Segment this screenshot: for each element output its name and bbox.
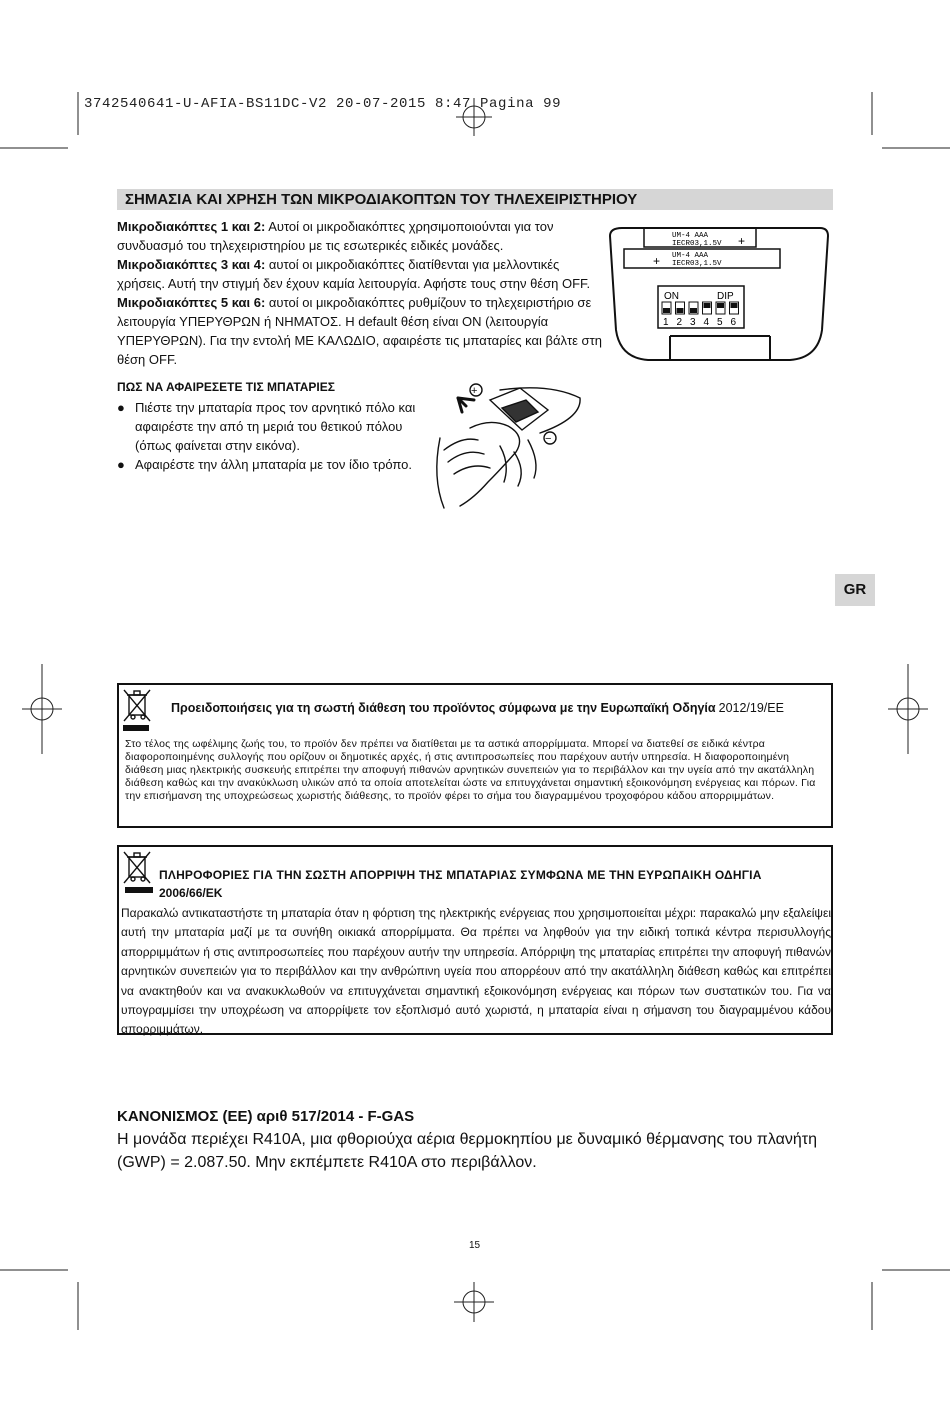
battery-1-type: UM-4 AAA [672, 232, 709, 240]
battery-2-spec: IECR03,1.5V [672, 260, 722, 268]
weee-directive: 2012/19/ΕΕ [718, 701, 784, 715]
dip-on-label: ON [664, 291, 679, 302]
black-bar-mark [123, 725, 149, 731]
weee-title [171, 701, 784, 715]
crossed-bin-icon [121, 849, 153, 887]
switches-1-2-text: Αυτοί οι μικροδιακόπτες χρησιμοποιούνται για τον συνδυασμό του τηλεχειριστηρίου με τις εσωτερικές ειδικές μονάδες. [117, 219, 554, 253]
list-item [117, 398, 427, 455]
bullet-icon: ● [117, 400, 125, 415]
battery-2-plus: + [653, 254, 661, 268]
language-tab: GR [835, 574, 875, 606]
dip-number-4: 4 [703, 317, 710, 328]
switches-1-2-label: Μικροδιακόπτες 1 και 2: [117, 219, 266, 234]
dip-number-2: 2 [676, 317, 683, 328]
dip-switch-block [658, 286, 744, 328]
battery-disposal-box [117, 845, 833, 1035]
switches-3-4-text: αυτοί οι μικροδιακόπτες διατίθενται για μελλοντικές χρήσεις. Αυτή την στιγμή δεν έχουν καμία λειτουργία. Αφήστε τους στην θέση OFF. [117, 257, 591, 291]
battery-removal-illustration [430, 378, 590, 510]
battery-removal-title: ΠΩΣ ΝΑ ΑΦΑΙΡΕΣΕΤΕ ΤΙΣ ΜΠΑΤΑΡΙΕΣ [117, 380, 335, 394]
dip-switch-knob-3 [690, 308, 697, 313]
dip-number-5: 5 [717, 317, 723, 328]
dip-number-1: 1 [663, 317, 669, 328]
crossed-bin-icon [121, 687, 153, 725]
step-2-text: Αφαιρέστε την άλλη μπαταρία με τον ίδιο τρόπο. [135, 457, 413, 472]
list-item [117, 455, 427, 474]
dip-section-title: ΣΗΜΑΣΙΑ ΚΑΙ ΧΡΗΣΗ ΤΩΝ ΜΙΚΡΟΔΙΑΚΟΠΤΩΝ ΤΟΥ ΤΗΛΕΧΕΙΡΙΣΤΗΡΙΟΥ [117, 189, 833, 210]
positive-sign: + [471, 385, 478, 397]
dip-number-6: 6 [730, 317, 737, 328]
dip-switch-description [117, 217, 603, 369]
weee-body: Στο τέλος της ωφέλιμης ζωής του, το προϊόν δεν πρέπει να διατίθεται με τα αστικά απορρίμματα. Μπορεί να διατεθεί σε ειδικά κέντρα διαφοροποιημένης συλλογής που ορίζουν οι δημοτικές αρχές, ή στις αντιπροσωπείες που παρέχουν αυτήν υπηρεσία. Η διαφοροποιημένη διάθεση μιας ηλεκτρικής συσκευής επιτρέπει την αποφυγή πιθανών αρνητικών συνεπειών για το περιβάλλον και την υγεία από την ακατάλληλη διάθεση καθώς και την ανακύκλωση υλικών από τα οποία αποτελείται ώστε να επιτυγχάνεται σημαντική εξοικονόμηση ενέργειας και πόρων. Για την επισήμανση της υποχρεώσεως χωριστής διάθεσης, το προϊόν φέρει το σήμα του διαγραμμένου τροχοφόρου κάδου απορριμμάτων. [125, 738, 816, 802]
remote-back-diagram [600, 218, 840, 366]
dip-switch-knob-6 [731, 303, 738, 308]
weee-title-text: Προειδοποιήσεις για τη σωστή διάθεση του προϊόντος σύμφωνα με την Ευρωπαϊκή Οδηγία [171, 701, 716, 715]
switches-3-4-label: Μικροδιακόπτες 3 και 4: [117, 257, 266, 272]
fgas-title: ΚΑΝΟΝΙΣΜΟΣ (ΕΕ) αριθ 517/2014 - F-GAS [117, 1108, 415, 1125]
bullet-icon: ● [117, 457, 125, 472]
battery-1 [644, 228, 756, 248]
black-bar-mark [125, 887, 153, 893]
battery-disposal-title: ΠΛΗΡΟΦΟΡΙΕΣ ΓΙΑ ΤΗΝ ΣΩΣΤΗ ΑΠΟΡΡΙΨΗ ΤΗΣ ΜΠΑΤΑΡΙΑΣ ΣΥΜΦΩΝΑ ΜΕ ΤΗΝ ΕΥΡΩΠΑΙΚΗ ΟΔΗΓΙΑ [159, 868, 762, 882]
dip-number-3: 3 [690, 317, 696, 328]
weee-notice-box [117, 683, 833, 828]
dip-switch-knob-5 [717, 303, 724, 308]
dip-switch-knob-4 [704, 303, 711, 308]
step-1-text: Πιέστε την μπαταρία προς τον αρνητικό πόλο και αφαιρέστε την από τη μεριά του θετικού πόλου (όπως φαίνεται στην εικόνα). [135, 400, 416, 453]
negative-sign: − [545, 433, 552, 445]
dip-switch-knob-1 [663, 308, 670, 313]
switches-5-6-label: Μικροδιακόπτες 5 και 6: [117, 295, 266, 310]
battery-2-type: UM-4 AAA [672, 252, 709, 260]
battery-removal-steps [117, 398, 427, 474]
battery-disposal-body: Παρακαλώ αντικαταστήστε τη μπαταρία όταν η φόρτιση της ηλεκτρικής ενέργειας που χρησιμοποιείται μέχρι: παρακαλώ μην εξαλείψει αυτή την μπαταρία μαζί με τα συνήθη οικιακά απορρίμματα. Θα πρέπει να ληφθούν για την ειδική τοπικά κέντρα περισυλλογής απορριμμάτων ή στις αντιπροσωπείες που παρέχουν αυτήν την υπηρεσία. Απόρριψη της μπαταρίας επιτρέπει την αποφυγή πιθανών αρνητικών συνεπειών για το περιβάλλον και την ανθρώπινη υγεία που απορρέουν από την ακατάλληλη διάθεση καθώς και επιτρέπει να ανακτηθούν και να ανακυκλωθούν να επιτυγχάνεται σημαντική εξοικονόμηση ενέργειας και πόρων των συστατικών του. Για να υπογραμμίσει την υποχρέωση να απορρίψετε τον εξοπλισμό αυτό χωριστά, η μπαταρία είναι η σήμανση του διαγραμμένου κάδου απορριμμάτων. [121, 906, 831, 1037]
dip-switch-knob-2 [677, 308, 684, 313]
battery-2 [624, 249, 780, 268]
battery-directive: 2006/66/ΕΚ [159, 886, 223, 900]
battery-1-spec: IECR03,1.5V [672, 240, 722, 248]
print-file-info: 3742540641-U-AFIA-BS11DC-V2 20-07-2015 8:47 Pagina 99 [84, 96, 562, 112]
switches-5-6-text: αυτοί οι μικροδιακόπτες ρυθμίζουν το τηλεχειριστήριο σε λειτουργία ΥΠΕΡΥΘΡΩΝ ή ΝΗΜΑΤΟΣ. Η default θέση είναι ON (λειτουργία ΥΠΕΡΥΘΡΩΝ). Για την εντολή ΜΕ ΚΑΛΩΔΙΟ, αφαιρέστε τις μπαταρίες και βάλτε στη θέση OFF. [117, 295, 602, 367]
page-number: 15 [469, 1240, 481, 1251]
fgas-body: Η μονάδα περιέχει R410A, μια φθοριούχα αέρια θερμοκηπίου με δυναμικό θέρμανσης του πλανήτη (GWP) = 2.087.50. Μην εκπέμπετε R410A στο περιβάλλον. [117, 1131, 817, 1171]
dip-label: DIP [717, 291, 734, 302]
battery-1-plus: + [738, 234, 746, 248]
